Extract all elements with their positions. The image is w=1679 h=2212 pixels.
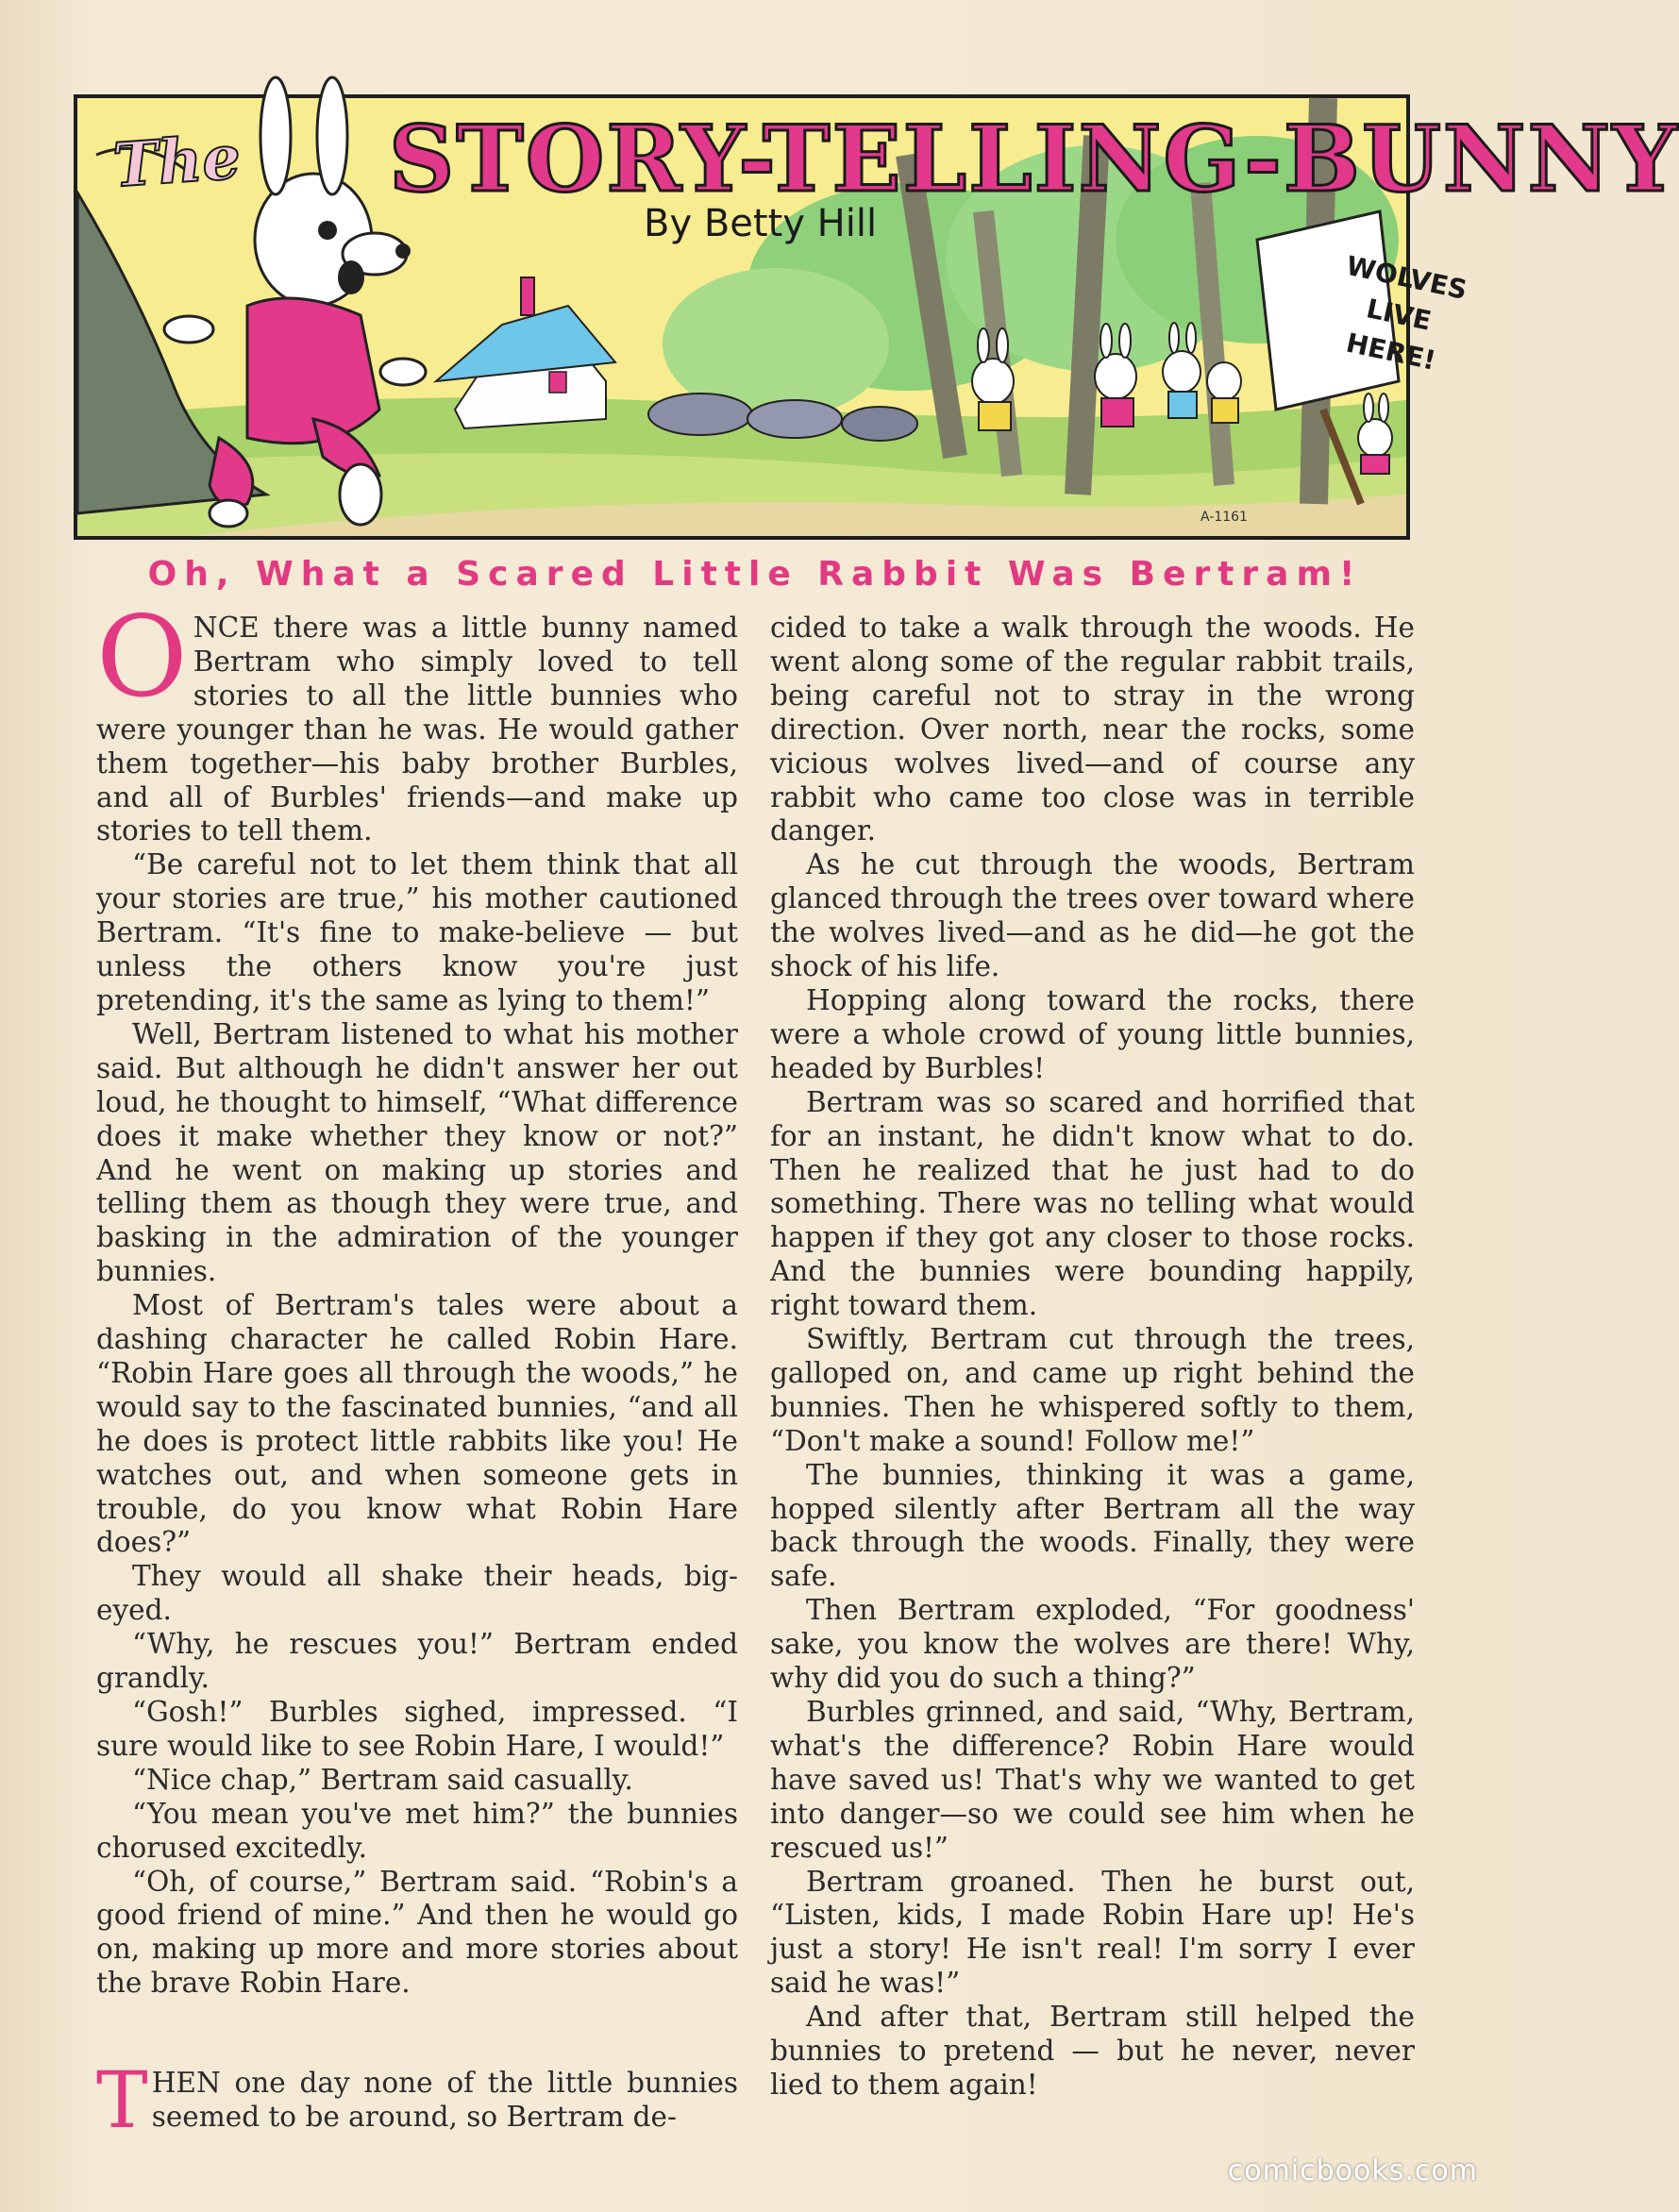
wolves-sign-text: WOLVES LIVE HERE!: [1343, 249, 1470, 377]
text-column-left: [96, 592, 738, 2147]
drop-cap: T: [96, 2056, 148, 2147]
paragraph: As he cut through the woods, Bertram glanced through the trees over toward where the wolves lived—and as he did—he got the shock of his life.: [770, 848, 1415, 983]
paragraph: They would all shake their heads, big-eyed.: [96, 1560, 738, 1627]
paragraph: Hopping along toward the rocks, there were a whole crowd of young little bunnies, headed by Burbles!: [770, 983, 1415, 1084]
paragraph: Bertram groaned. Then he burst out, “Listen, kids, I made Robin Hare up! He's just a story! He isn't real! I'm sorry I ever said he was!”: [770, 1865, 1415, 2000]
paragraph: “Nice chap,” Bertram said casually.: [132, 1763, 633, 1796]
paragraph: THEN one day none of the little bunnies seemed to be around, so Bertram de-: [96, 2056, 738, 2147]
paragraph: cided to take a walk through the woods. He went along some of the regular rabbit trails, being careful not to stray in the wrong direction. Over north, near the rocks, some vicious wolves lived—and of course any rabbit who came too close was in terrible danger.: [770, 612, 1415, 847]
title-illustration: [74, 94, 1679, 540]
title-prefix: The: [110, 122, 243, 202]
paragraph: Then Bertram exploded, “For goodness' sake, you know the wolves are there! Why, why did you do such a thing?”: [770, 1594, 1415, 1695]
paragraph: Swiftly, Bertram cut through the trees, galloped on, and came up right behind the bunnies. Then he whispered softly to them, “Don't make a sound! Follow me!”: [770, 1323, 1415, 1457]
paragraph: “Oh, of course,” Bertram said. “Robin's a good friend of mine.” And then he would go on, making up more and more stories about the brave Robin Hare.: [96, 1865, 738, 2000]
paragraph: “Gosh!” Burbles sighed, impressed. “I sure would like to see Robin Hare, I would!”: [96, 1696, 738, 1762]
story-headline: Oh, What a Scared Little Rabbit Was Bertram!: [147, 555, 1363, 594]
paragraph: Burbles grinned, and said, “Why, Bertram, what's the difference? Robin Hare would have saved us! That's why we wanted to get into danger—so we could see him when he rescued us!”: [770, 1696, 1415, 1864]
art-code: A-1161: [1200, 510, 1248, 525]
paragraph: Well, Bertram listened to what his mother said. But although he didn't answer her out loud, he thought to himself, “What difference does it make whether they know or not?” And he went on making up stories and telling them as though they were true, and basking in the admiration of the younger bunnies.: [96, 1017, 738, 1288]
text-column-right: [770, 612, 1415, 2103]
paragraph: ONCE there was a little bunny named Bertram who simply loved to tell stories to all the little bunnies who were younger than he was. He would gather them together—his baby brother Burbles, and all of Burbles' friends—and make up stories to tell them.: [96, 592, 738, 847]
paragraph: “Be careful not to let them think that all your stories are true,” his mother cautioned Bertram. “It's fine to make-believe — but unless the others know you're just pretending, it's the same as lying to them!”: [96, 848, 738, 1016]
drop-cap: O: [96, 592, 188, 722]
paragraph: The bunnies, thinking it was a game, hopped silently after Bertram all the way back through the woods. Finally, they were safe.: [770, 1458, 1415, 1593]
section-divider: [96, 2001, 738, 2067]
paragraph: Bertram was so scared and horrified that for an instant, he didn't know what to do. Then he realized that he just had to do something. There was no telling what would happen if they got any closer to those rocks. And the bunnies were bounding happily, right toward them.: [770, 1085, 1415, 1322]
site-watermark: comicbooks.com: [1227, 2154, 1478, 2187]
byline: By Betty Hill: [644, 202, 878, 245]
paragraph: And after that, Bertram still helped the bunnies to pretend — but he never, never lied to them again!: [770, 2001, 1415, 2101]
paragraph: “Why, he rescues you!” Bertram ended grandly.: [96, 1628, 738, 1695]
story-title: STORY-TELLING-BUNNY: [389, 106, 1679, 212]
paragraph: “You mean you've met him?” the bunnies chorused excitedly.: [96, 1797, 738, 1864]
paragraph: Most of Bertram's tales were about a dashing character he called Robin Hare. “Robin Hare goes all through the woods,” he would say to the fascinated bunnies, “and all he does is protect little rabbits like you! He watches out, and when someone gets in trouble, do you know what Robin Hare does?”: [96, 1289, 738, 1559]
